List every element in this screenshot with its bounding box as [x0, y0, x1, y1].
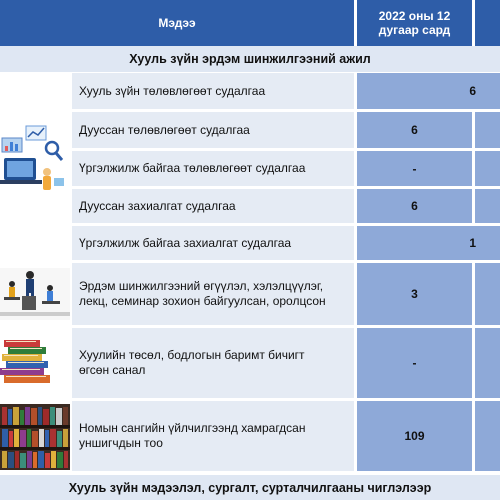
row-value: 1	[357, 226, 500, 260]
row-label-line1: Эрдэм шинжилгээний өгүүлэл, хэлэлцүүлэг,	[79, 279, 324, 293]
row-label: Үргэлжилж байгаа захиалгат судалгаа	[72, 226, 354, 260]
table-row	[0, 328, 500, 398]
table-row	[0, 112, 500, 148]
bookshelf-illustration-icon	[0, 404, 70, 470]
section-title-information: Хууль зүйн мэдээлэл, сургалт, сурталчилгааны чиглэлээр	[0, 475, 500, 500]
section-title-research: Хууль зүйн эрдэм шинжилгээний ажил	[0, 46, 500, 72]
row-label	[72, 328, 354, 398]
row-label: Дууссан төлөвлөгөөт судалгаа	[72, 112, 354, 148]
row-value: 6	[357, 189, 472, 223]
row-extra-cell	[475, 189, 500, 223]
row-extra-cell	[475, 401, 500, 471]
row-label: Дууссан захиалгат судалгаа	[72, 189, 354, 223]
table-row	[0, 226, 500, 260]
books-stack-illustration-icon	[0, 336, 70, 390]
row-label: Хууль зүйн төлөвлөгөөт судалгаа	[72, 73, 354, 109]
table-row	[0, 73, 500, 109]
row-label-line2: лекц, семинар зохион байгуулсан, оролцсон	[79, 294, 326, 308]
row-extra-cell	[475, 328, 500, 398]
column-header-extra	[475, 0, 500, 46]
row-label-line1: Хуулийн төсөл, бодлогын баримт бичигт	[79, 348, 305, 362]
row-value: 6	[357, 112, 472, 148]
row-value: 109	[357, 401, 472, 471]
row-label	[72, 401, 354, 471]
table-row	[0, 401, 500, 471]
row-extra-cell	[475, 263, 500, 325]
column-header-2022-line2: дугаар сард	[378, 23, 451, 37]
row-value: 3	[357, 263, 472, 325]
research-illustration-icon	[0, 118, 70, 198]
table-row	[0, 263, 500, 325]
row-label	[72, 263, 354, 325]
row-value: -	[357, 151, 472, 186]
row-label-line1: Номын сангийн үйлчилгээнд хамрагдсан	[79, 421, 306, 435]
column-header-medee: Мэдээ	[0, 0, 354, 46]
table-row	[0, 189, 500, 223]
row-value: -	[357, 328, 472, 398]
table-header	[0, 0, 500, 46]
row-value: 6	[357, 73, 500, 109]
column-header-2022-line1: 2022 оны 12	[378, 9, 451, 23]
table-row	[0, 151, 500, 186]
row-extra-cell	[475, 151, 500, 186]
row-label-line2: уншигчдын тоо	[79, 436, 163, 450]
row-extra-cell	[475, 112, 500, 148]
column-header-2022	[357, 0, 472, 46]
row-label-line2: өгсөн санал	[79, 363, 146, 377]
row-label: Үргэлжилж байгаа төлөвлөгөөт судалгаа	[72, 151, 354, 186]
seminar-illustration-icon	[0, 268, 70, 320]
